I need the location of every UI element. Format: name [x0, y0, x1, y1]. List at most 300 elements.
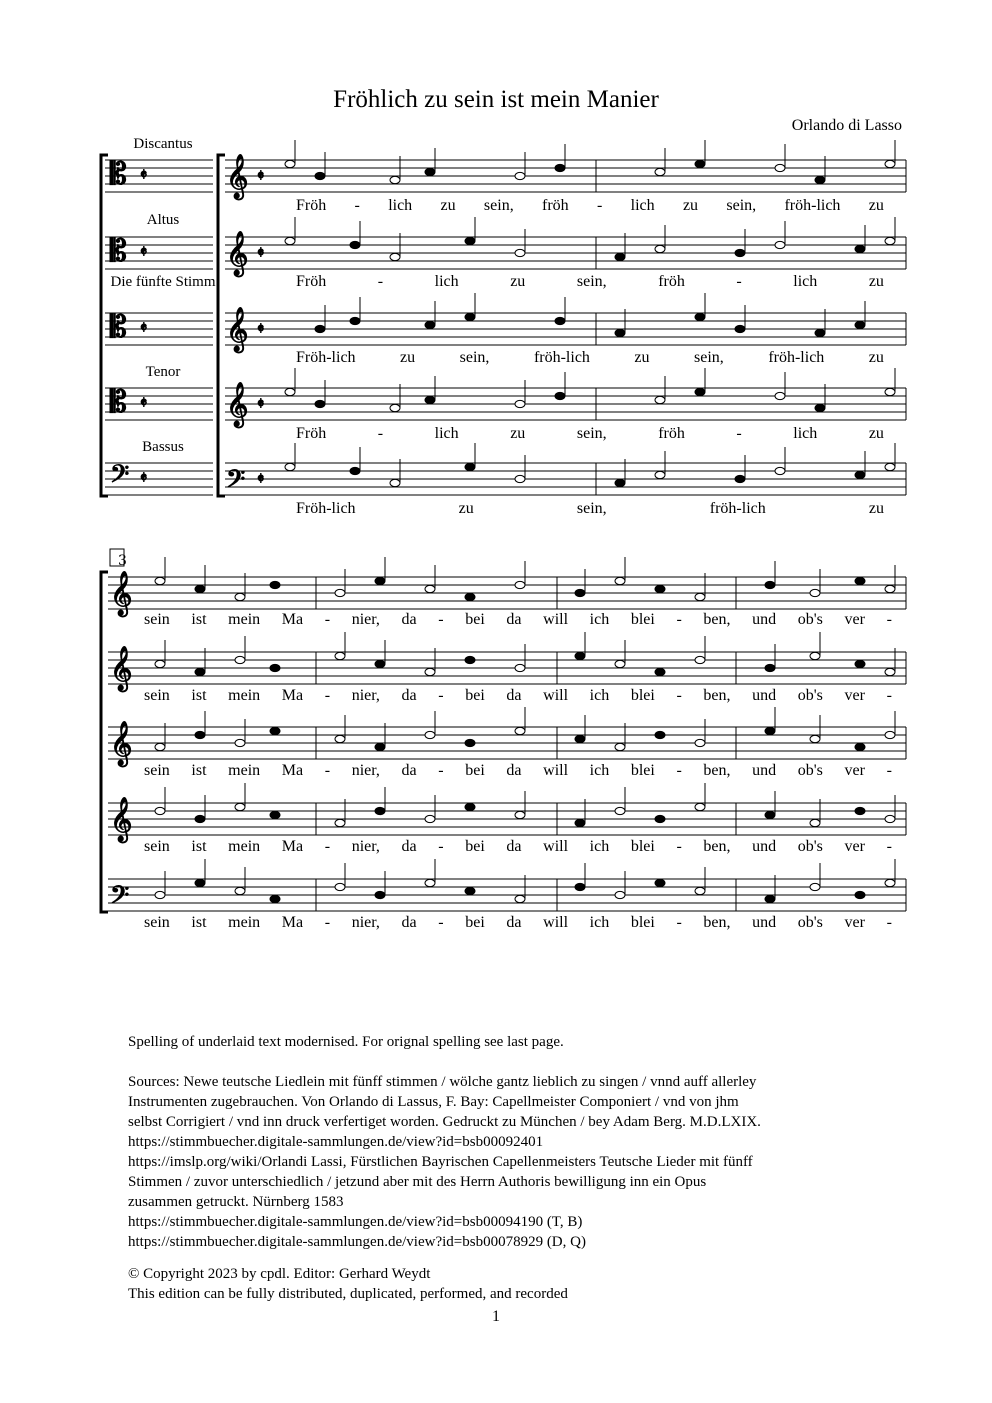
- source-line-5: https://imslp.org/wiki/Orlandi Lassi, Fürstlichen Bayrischen Capellenmeisters Teutsche Lieder mit fünff: [128, 1154, 753, 1170]
- lyric-syllable: -: [324, 762, 331, 779]
- treble-clef-icon: 𝄞: [110, 646, 133, 690]
- note-head: [285, 463, 295, 470]
- lyric-syllable: -: [324, 838, 331, 855]
- lyric-syllable: Fröh-lich: [296, 349, 356, 366]
- lyric-syllable: sein: [144, 611, 170, 628]
- note-head: [375, 891, 385, 898]
- note-head: [335, 735, 345, 742]
- treble-clef-icon: 𝄞: [226, 231, 249, 275]
- copyright-line: © Copyright 2023 by cpdl. Editor: Gerhard Weydt: [128, 1266, 431, 1282]
- page-number: 1: [492, 1308, 500, 1325]
- lyric-syllable: fröh: [658, 273, 685, 290]
- lyric-syllable: Ma: [281, 762, 304, 779]
- lyric-syllable: ich: [589, 762, 610, 779]
- note-head: [465, 739, 475, 746]
- lyric-syllable: sein: [144, 914, 170, 931]
- lyric-syllable: da: [506, 687, 522, 704]
- note-head: [390, 176, 400, 183]
- treble-clef-icon: 𝄞: [110, 797, 133, 841]
- lyric-syllable: ist: [191, 838, 207, 855]
- note-head: [855, 743, 865, 750]
- note-head: [195, 585, 205, 592]
- time-signature: 𝄵: [140, 318, 148, 337]
- note-head: [885, 463, 895, 470]
- note-head: [655, 585, 665, 592]
- lyric-syllable: -: [886, 762, 892, 779]
- note-head: [815, 404, 825, 411]
- lyric-syllable: -: [324, 914, 331, 931]
- lyric-syllable: zu: [440, 197, 456, 214]
- lyric-syllable: und: [752, 838, 777, 855]
- system1-lyric-line: [296, 349, 884, 367]
- note-head: [235, 803, 245, 810]
- lyric-syllable: ob's: [797, 838, 823, 855]
- note-head: [695, 593, 705, 600]
- note-head: [375, 743, 385, 750]
- note-head: [655, 731, 665, 738]
- treble-clef-icon: 𝄞: [110, 721, 133, 765]
- lyric-syllable: ob's: [797, 762, 823, 779]
- spelling-note: Spelling of underlaid text modernised. For orignal spelling see last page.: [128, 1034, 564, 1050]
- lyric-syllable: ich: [589, 611, 610, 628]
- editorial-notes: [128, 1032, 928, 1304]
- lyric-syllable: ver: [844, 914, 865, 931]
- note-head: [515, 581, 525, 588]
- note-head: [155, 743, 165, 750]
- note-head: [335, 589, 345, 596]
- lyric-syllable: Ma: [281, 914, 304, 931]
- note-head: [855, 577, 865, 584]
- note-head: [735, 475, 745, 482]
- treble-clef-icon: 𝄞: [226, 307, 249, 351]
- note-head: [465, 313, 475, 320]
- note-head: [375, 807, 385, 814]
- note-head: [615, 807, 625, 814]
- lyric-syllable: sein: [144, 687, 170, 704]
- note-head: [575, 589, 585, 596]
- composer-name: Orlando di Lasso: [791, 117, 902, 134]
- note-head: [390, 479, 400, 486]
- note-head: [855, 471, 865, 478]
- note-head: [375, 660, 385, 667]
- lyric-syllable: mein: [228, 914, 261, 931]
- note-head: [465, 593, 475, 600]
- lyric-syllable: ich: [589, 838, 610, 855]
- note-head: [655, 396, 665, 403]
- system1-lyric-line: [296, 425, 884, 443]
- lyric-syllable: da: [506, 762, 522, 779]
- lyric-syllable: will: [543, 762, 569, 779]
- lyric-syllable: lich: [793, 425, 818, 442]
- lyric-syllable: ob's: [797, 687, 823, 704]
- note-head: [855, 321, 865, 328]
- source-line-3: selbst Corrigiert / vnd inn druck verfertiget worden. Gedruckt zu München / bey Adam Berg. M.D.LXIX.: [128, 1114, 761, 1130]
- note-head: [555, 317, 565, 324]
- note-head: [885, 668, 895, 675]
- lyric-syllable: zu: [682, 197, 699, 214]
- lyric-syllable: und: [752, 687, 777, 704]
- time-signature: 𝄵: [140, 242, 148, 261]
- note-head: [285, 160, 295, 167]
- note-head: [575, 652, 585, 659]
- lyric-syllable: -: [438, 762, 444, 779]
- clef-icon: 𝄢: [110, 460, 130, 495]
- lyric-syllable: lich: [630, 197, 655, 214]
- time-signature: 𝄵: [257, 319, 265, 338]
- note-head: [270, 727, 280, 734]
- lyric-syllable: zu: [458, 500, 474, 517]
- lyric-syllable: sein,: [576, 500, 607, 517]
- lyric-syllable: -: [377, 425, 384, 442]
- lyric-syllable: -: [324, 611, 331, 628]
- lyric-syllable: und: [752, 914, 777, 931]
- note-head: [575, 819, 585, 826]
- lyric-syllable: -: [438, 611, 444, 628]
- note-head: [315, 172, 325, 179]
- lyric-syllable: lich: [793, 273, 818, 290]
- lyric-syllable: -: [324, 687, 331, 704]
- license-line: This edition can be fully distributed, duplicated, performed, and recorded: [128, 1286, 568, 1302]
- note-head: [885, 731, 895, 738]
- lyric-syllable: zu: [510, 273, 526, 290]
- note-head: [235, 739, 245, 746]
- lyric-syllable: -: [676, 914, 682, 931]
- lyric-syllable: sein,: [576, 273, 607, 290]
- note-head: [810, 883, 820, 890]
- time-signature: 𝄵: [257, 243, 265, 262]
- note-head: [555, 392, 565, 399]
- lyric-syllable: zu: [868, 273, 884, 290]
- note-head: [885, 160, 895, 167]
- note-head: [695, 739, 705, 746]
- system1-lyric-line: [296, 273, 884, 291]
- note-head: [810, 735, 820, 742]
- voice-name-tenor: Tenor: [145, 364, 181, 380]
- note-head: [515, 895, 525, 902]
- lyric-syllable: -: [596, 197, 603, 214]
- lyric-syllable: ver: [844, 838, 865, 855]
- note-head: [655, 168, 665, 175]
- note-head: [885, 815, 895, 822]
- note-head: [155, 807, 165, 814]
- note-head: [695, 388, 705, 395]
- clef-icon: 𝄡: [110, 310, 127, 345]
- voice-name-quintus: Die fünfte Stimm: [110, 274, 216, 290]
- lyric-syllable: ben,: [703, 838, 731, 855]
- note-head: [515, 727, 525, 734]
- note-head: [465, 887, 475, 894]
- note-head: [515, 475, 525, 482]
- lyric-syllable: -: [377, 273, 384, 290]
- lyric-syllable: sein,: [483, 197, 514, 214]
- note-head: [655, 245, 665, 252]
- lyric-syllable: sein,: [726, 197, 757, 214]
- lyric-syllable: sein,: [576, 425, 607, 442]
- source-line-1: Sources: Newe teutsche Liedlein mit fünff stimmen / wölche gantz lieblich zu singen / vnnd auff allerley: [128, 1074, 757, 1090]
- note-head: [765, 811, 775, 818]
- note-head: [885, 879, 895, 886]
- note-head: [735, 249, 745, 256]
- lyric-syllable: zu: [868, 500, 884, 517]
- lyric-syllable: -: [676, 687, 682, 704]
- clef-icon: 𝄡: [110, 234, 127, 269]
- note-head: [390, 404, 400, 411]
- lyric-syllable: Fröh-lich: [296, 500, 356, 517]
- note-head: [810, 652, 820, 659]
- lyric-syllable: ver: [844, 762, 865, 779]
- lyric-syllable: da: [401, 687, 417, 704]
- note-head: [375, 577, 385, 584]
- lyric-syllable: da: [506, 611, 522, 628]
- note-head: [775, 392, 785, 399]
- lyric-syllable: ben,: [703, 914, 731, 931]
- note-head: [615, 743, 625, 750]
- note-head: [515, 249, 525, 256]
- note-head: [855, 891, 865, 898]
- lyric-syllable: will: [543, 687, 569, 704]
- time-signature: 𝄵: [257, 469, 265, 488]
- lyric-syllable: -: [676, 762, 682, 779]
- lyric-syllable: blei: [630, 914, 655, 931]
- lyric-syllable: Ma: [281, 687, 304, 704]
- note-head: [235, 656, 245, 663]
- lyric-syllable: und: [752, 762, 777, 779]
- lyric-syllable: -: [886, 611, 892, 628]
- time-signature: 𝄵: [257, 166, 265, 185]
- note-head: [885, 585, 895, 592]
- system2-lyric-line: [144, 611, 892, 629]
- note-head: [615, 329, 625, 336]
- lyric-syllable: nier,: [351, 838, 380, 855]
- note-head: [350, 241, 360, 248]
- lyric-syllable: bei: [465, 838, 485, 855]
- note-head: [615, 479, 625, 486]
- system2-lyric-line: [144, 687, 892, 705]
- voice-name-altus: Altus: [146, 212, 180, 228]
- note-head: [195, 731, 205, 738]
- note-head: [465, 463, 475, 470]
- lyric-syllable: -: [676, 611, 682, 628]
- time-signature: 𝄵: [140, 165, 148, 184]
- note-head: [335, 819, 345, 826]
- note-head: [855, 660, 865, 667]
- note-head: [270, 581, 280, 588]
- lyric-syllable: Ma: [281, 838, 304, 855]
- lyric-syllable: -: [438, 687, 444, 704]
- lyric-syllable: Fröh: [296, 197, 327, 214]
- note-head: [555, 164, 565, 171]
- note-head: [270, 664, 280, 671]
- lyric-syllable: fröh-lich: [533, 349, 590, 366]
- lyric-syllable: blei: [630, 762, 655, 779]
- note-head: [270, 811, 280, 818]
- lyric-syllable: ben,: [703, 611, 731, 628]
- lyric-syllable: fröh: [542, 197, 569, 214]
- note-head: [695, 887, 705, 894]
- note-head: [855, 245, 865, 252]
- lyric-syllable: mein: [228, 762, 261, 779]
- note-head: [195, 815, 205, 822]
- note-head: [425, 168, 435, 175]
- note-head: [735, 325, 745, 332]
- note-head: [615, 253, 625, 260]
- note-head: [315, 400, 325, 407]
- note-head: [775, 241, 785, 248]
- lyric-syllable: ver: [844, 611, 865, 628]
- note-head: [655, 879, 665, 886]
- lyric-syllable: ist: [191, 762, 207, 779]
- time-signature: 𝄵: [140, 468, 148, 487]
- note-head: [350, 317, 360, 324]
- lyric-syllable: lich: [434, 273, 459, 290]
- note-head: [515, 811, 525, 818]
- source-line-2: Instrumenten zugebrauchen. Von Orlando di Lassus, F. Bay: Capellmeister Componiert / vnd von jhm: [128, 1094, 739, 1110]
- lyric-syllable: ob's: [797, 611, 823, 628]
- note-head: [575, 735, 585, 742]
- lyric-syllable: zu: [634, 349, 650, 366]
- note-head: [335, 652, 345, 659]
- note-head: [285, 237, 295, 244]
- lyric-syllable: lich: [434, 425, 459, 442]
- lyric-syllable: -: [736, 425, 742, 442]
- lyric-syllable: ist: [191, 611, 207, 628]
- lyric-syllable: nier,: [351, 762, 380, 779]
- note-head: [465, 656, 475, 663]
- lyric-syllable: -: [886, 838, 892, 855]
- lyric-syllable: -: [438, 838, 444, 855]
- note-head: [315, 325, 325, 332]
- piece-title: Fröhlich zu sein ist mein Manier: [333, 86, 659, 113]
- source-line-6: Stimmen / zuvor unterschiedlich / jetzund aber mit des Herrn Authoris bewilligung inn ein Opus: [128, 1174, 707, 1190]
- lyric-syllable: zu: [868, 197, 884, 214]
- note-head: [235, 593, 245, 600]
- lyric-syllable: -: [354, 197, 360, 214]
- lyric-syllable: bei: [465, 687, 485, 704]
- note-head: [425, 731, 435, 738]
- note-head: [695, 803, 705, 810]
- note-head: [425, 668, 435, 675]
- lyric-syllable: zu: [868, 425, 884, 442]
- note-head: [695, 313, 705, 320]
- bass-clef-icon: 𝄢: [226, 465, 246, 500]
- note-head: [815, 329, 825, 336]
- lyric-syllable: bei: [465, 611, 485, 628]
- note-head: [515, 400, 525, 407]
- lyric-syllable: bei: [465, 914, 485, 931]
- note-head: [195, 879, 205, 886]
- source-link-1: https://stimmbuecher.digitale-sammlungen.de/view?id=bsb00092401: [128, 1134, 544, 1150]
- lyric-syllable: nier,: [351, 914, 380, 931]
- lyric-syllable: will: [543, 838, 569, 855]
- lyric-syllable: mein: [228, 687, 261, 704]
- note-head: [765, 727, 775, 734]
- bass-clef-icon: 𝄢: [110, 881, 130, 916]
- system2-lyric-line: [144, 762, 892, 780]
- treble-clef-icon: 𝄞: [226, 382, 249, 426]
- lyric-syllable: will: [543, 611, 569, 628]
- lyric-syllable: Ma: [281, 611, 304, 628]
- system2-lyric-line: [144, 914, 892, 932]
- note-head: [425, 396, 435, 403]
- lyric-syllable: fröh-lich: [784, 197, 841, 214]
- note-head: [155, 660, 165, 667]
- lyric-syllable: ist: [191, 687, 207, 704]
- lyric-syllable: nier,: [351, 611, 380, 628]
- lyric-syllable: mein: [228, 838, 261, 855]
- note-head: [615, 891, 625, 898]
- lyric-syllable: -: [676, 838, 682, 855]
- note-head: [350, 467, 360, 474]
- lyric-syllable: da: [506, 914, 522, 931]
- lyric-syllable: Fröh: [296, 273, 327, 290]
- lyric-syllable: zu: [868, 349, 884, 366]
- note-head: [615, 577, 625, 584]
- note-head: [695, 656, 705, 663]
- note-head: [285, 388, 295, 395]
- lyric-syllable: ich: [589, 914, 610, 931]
- lyric-syllable: blei: [630, 838, 655, 855]
- time-signature: 𝄵: [140, 393, 148, 412]
- lyric-syllable: lich: [388, 197, 413, 214]
- lyric-syllable: -: [438, 914, 444, 931]
- note-head: [885, 237, 895, 244]
- voice-name-bassus: Bassus: [142, 439, 184, 455]
- note-head: [515, 172, 525, 179]
- lyric-syllable: fröh-lich: [709, 500, 766, 517]
- lyric-syllable: mein: [228, 611, 261, 628]
- system2-bracket: [101, 572, 108, 912]
- note-head: [465, 803, 475, 810]
- note-head: [155, 577, 165, 584]
- lyric-syllable: ich: [589, 687, 610, 704]
- note-head: [425, 585, 435, 592]
- note-head: [465, 237, 475, 244]
- note-head: [425, 321, 435, 328]
- lyric-syllable: -: [886, 914, 892, 931]
- system1-lyric-line: [296, 500, 884, 518]
- note-head: [885, 388, 895, 395]
- lyric-syllable: sein: [144, 838, 170, 855]
- note-head: [810, 589, 820, 596]
- time-signature: 𝄵: [257, 394, 265, 413]
- note-head: [815, 176, 825, 183]
- voice-name-discantus: Discantus: [133, 136, 193, 152]
- lyric-syllable: blei: [630, 687, 655, 704]
- lyric-syllable: zu: [510, 425, 526, 442]
- lyric-syllable: ver: [844, 687, 865, 704]
- note-head: [425, 879, 435, 886]
- lyric-syllable: will: [543, 914, 569, 931]
- lyric-syllable: und: [752, 611, 777, 628]
- note-head: [810, 819, 820, 826]
- note-head: [270, 895, 280, 902]
- lyric-syllable: fröh-lich: [768, 349, 825, 366]
- lyric-syllable: sein,: [459, 349, 490, 366]
- note-head: [425, 815, 435, 822]
- lyric-syllable: sein: [144, 762, 170, 779]
- note-head: [775, 164, 785, 171]
- source-link-2: https://stimmbuecher.digitale-sammlungen.de/view?id=bsb00094190 (T, B): [128, 1214, 583, 1230]
- lyric-syllable: zu: [400, 349, 416, 366]
- lyric-syllable: da: [401, 611, 417, 628]
- lyric-syllable: ben,: [703, 687, 731, 704]
- lyric-syllable: da: [401, 914, 417, 931]
- lyric-syllable: da: [506, 838, 522, 855]
- note-head: [655, 815, 665, 822]
- lyric-syllable: fröh: [658, 425, 685, 442]
- note-head: [765, 895, 775, 902]
- clef-icon: 𝄡: [110, 157, 127, 192]
